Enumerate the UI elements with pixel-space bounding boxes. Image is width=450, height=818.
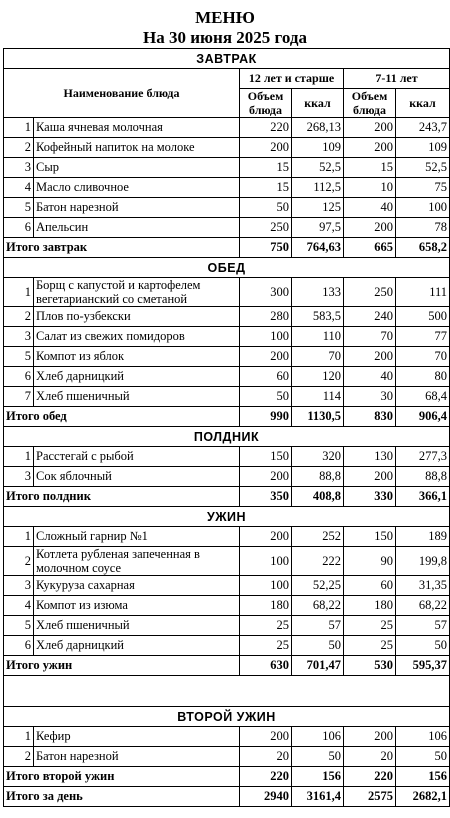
volume-7-11: 200	[344, 467, 396, 487]
total-row	[4, 656, 450, 676]
volume-7-11: 130	[344, 447, 396, 467]
volume-7-11: 90	[344, 547, 396, 576]
kcal-7-11: 111	[396, 278, 450, 307]
volume-7-11: 25	[344, 636, 396, 656]
table-row	[4, 527, 450, 547]
row-number: 6	[4, 218, 34, 238]
volume-12plus: 25	[240, 616, 292, 636]
volume-12plus: 60	[240, 367, 292, 387]
row-number: 2	[4, 547, 34, 576]
dish-name: Салат из свежих помидоров	[34, 327, 240, 347]
kcal-12plus: 222	[292, 547, 344, 576]
row-number: 3	[4, 327, 34, 347]
section-title: ЗАВТРАК	[4, 49, 450, 69]
table-row	[4, 118, 450, 138]
volume-7-11: 200	[344, 118, 396, 138]
row-number: 6	[4, 367, 34, 387]
kcal-12plus: 68,22	[292, 596, 344, 616]
volume-12plus: 100	[240, 547, 292, 576]
table-row	[4, 178, 450, 198]
kcal-7-11: 100	[396, 198, 450, 218]
kcal-7-11: 106	[396, 727, 450, 747]
table-row	[4, 158, 450, 178]
header-row-age	[4, 69, 450, 89]
volume-12plus: 200	[240, 138, 292, 158]
kcal-7-11: 31,35	[396, 576, 450, 596]
row-number: 4	[4, 596, 34, 616]
kcal-7-11: 57	[396, 616, 450, 636]
kcal-12plus: 114	[292, 387, 344, 407]
kcal-7-11: 75	[396, 178, 450, 198]
kcal-7-11: 78	[396, 218, 450, 238]
total-volume-12plus: 990	[240, 407, 292, 427]
dish-name: Компот из изюма	[34, 596, 240, 616]
dish-name: Борщ с капустой и картофелем вегетарианский со сметаной	[34, 278, 240, 307]
table-row	[4, 198, 450, 218]
section-title-row	[4, 258, 450, 278]
dish-name: Хлеб пшеничный	[34, 616, 240, 636]
section-title-row	[4, 427, 450, 447]
total-label: Итого завтрак	[4, 238, 240, 258]
total-kcal-12plus: 408,8	[292, 487, 344, 507]
volume-12plus: 200	[240, 727, 292, 747]
volume-7-11: 20	[344, 747, 396, 767]
dish-name: Сложный гарнир №1	[34, 527, 240, 547]
kcal-12plus: 583,5	[292, 307, 344, 327]
section-title-row	[4, 707, 450, 727]
table-row	[4, 347, 450, 367]
row-number: 3	[4, 467, 34, 487]
total-kcal-7-11: 156	[396, 767, 450, 787]
row-number: 1	[4, 527, 34, 547]
header-dish-name: Наименование блюда	[4, 69, 240, 118]
total-volume-7-11: 830	[344, 407, 396, 427]
dish-name: Плов по-узбекски	[34, 307, 240, 327]
volume-7-11: 60	[344, 576, 396, 596]
row-number: 1	[4, 447, 34, 467]
section-title: ПОЛДНИК	[4, 427, 450, 447]
kcal-12plus: 268,13	[292, 118, 344, 138]
volume-12plus: 200	[240, 467, 292, 487]
kcal-12plus: 110	[292, 327, 344, 347]
dish-name: Батон нарезной	[34, 747, 240, 767]
volume-12plus: 200	[240, 347, 292, 367]
kcal-7-11: 50	[396, 747, 450, 767]
kcal-12plus: 109	[292, 138, 344, 158]
total-label: Итого полдник	[4, 487, 240, 507]
header-age-group-2: 7-11 лет	[344, 69, 450, 89]
total-row	[4, 407, 450, 427]
kcal-7-11: 77	[396, 327, 450, 347]
kcal-7-11: 68,22	[396, 596, 450, 616]
dish-name: Хлеб дарницкий	[34, 636, 240, 656]
volume-12plus: 100	[240, 576, 292, 596]
volume-12plus: 20	[240, 747, 292, 767]
total-volume-7-11: 220	[344, 767, 396, 787]
volume-7-11: 200	[344, 218, 396, 238]
kcal-12plus: 252	[292, 527, 344, 547]
total-kcal-7-11: 595,37	[396, 656, 450, 676]
row-number: 1	[4, 118, 34, 138]
day-total-volume-12plus: 2940	[240, 787, 292, 807]
day-total-volume-7-11: 2575	[344, 787, 396, 807]
volume-12plus: 25	[240, 636, 292, 656]
total-label: Итого обед	[4, 407, 240, 427]
header-kcal-2: ккал	[396, 89, 450, 118]
total-volume-12plus: 220	[240, 767, 292, 787]
dish-name: Сыр	[34, 158, 240, 178]
kcal-7-11: 277,3	[396, 447, 450, 467]
dish-name: Батон нарезной	[34, 198, 240, 218]
kcal-7-11: 52,5	[396, 158, 450, 178]
total-kcal-7-11: 366,1	[396, 487, 450, 507]
volume-12plus: 280	[240, 307, 292, 327]
volume-7-11: 40	[344, 198, 396, 218]
row-number: 1	[4, 727, 34, 747]
row-number: 6	[4, 636, 34, 656]
table-row	[4, 138, 450, 158]
volume-12plus: 300	[240, 278, 292, 307]
total-kcal-12plus: 764,63	[292, 238, 344, 258]
volume-12plus: 200	[240, 527, 292, 547]
kcal-12plus: 52,25	[292, 576, 344, 596]
table-row	[4, 636, 450, 656]
row-number: 5	[4, 347, 34, 367]
table-row	[4, 576, 450, 596]
kcal-12plus: 57	[292, 616, 344, 636]
day-total-label: Итого за день	[4, 787, 240, 807]
volume-12plus: 180	[240, 596, 292, 616]
dish-name: Расстегай с рыбой	[34, 447, 240, 467]
kcal-12plus: 70	[292, 347, 344, 367]
dish-name: Масло сливочное	[34, 178, 240, 198]
kcal-12plus: 133	[292, 278, 344, 307]
row-number: 2	[4, 307, 34, 327]
total-volume-7-11: 530	[344, 656, 396, 676]
table-row	[4, 327, 450, 347]
total-label: Итого второй ужин	[4, 767, 240, 787]
kcal-12plus: 106	[292, 727, 344, 747]
row-number: 4	[4, 178, 34, 198]
kcal-12plus: 320	[292, 447, 344, 467]
volume-12plus: 50	[240, 198, 292, 218]
volume-7-11: 70	[344, 327, 396, 347]
header-age-group-1: 12 лет и старше	[240, 69, 344, 89]
table-row	[4, 616, 450, 636]
volume-7-11: 200	[344, 347, 396, 367]
dish-name: Хлеб дарницкий	[34, 367, 240, 387]
volume-12plus: 100	[240, 327, 292, 347]
menu-table-body	[4, 49, 450, 807]
kcal-7-11: 68,4	[396, 387, 450, 407]
dish-name: Компот из яблок	[34, 347, 240, 367]
total-kcal-12plus: 701,47	[292, 656, 344, 676]
kcal-12plus: 112,5	[292, 178, 344, 198]
section-title-row	[4, 49, 450, 69]
volume-12plus: 15	[240, 158, 292, 178]
volume-12plus: 50	[240, 387, 292, 407]
kcal-12plus: 52,5	[292, 158, 344, 178]
section-title: ОБЕД	[4, 258, 450, 278]
section-title-row	[4, 507, 450, 527]
total-volume-12plus: 750	[240, 238, 292, 258]
volume-12plus: 250	[240, 218, 292, 238]
blank-cell	[4, 676, 450, 707]
row-number: 2	[4, 747, 34, 767]
kcal-7-11: 243,7	[396, 118, 450, 138]
table-row	[4, 727, 450, 747]
day-total-kcal-7-11: 2682,1	[396, 787, 450, 807]
dish-name: Котлета рубленая запеченная в молочном соусе	[34, 547, 240, 576]
kcal-7-11: 189	[396, 527, 450, 547]
dish-name: Сок яблочный	[34, 467, 240, 487]
kcal-7-11: 109	[396, 138, 450, 158]
header-volume-1: Объем блюда	[240, 89, 292, 118]
total-kcal-12plus: 1130,5	[292, 407, 344, 427]
header-kcal-1: ккал	[292, 89, 344, 118]
row-number: 7	[4, 387, 34, 407]
table-row	[4, 447, 450, 467]
row-number: 3	[4, 576, 34, 596]
table-row	[4, 467, 450, 487]
volume-7-11: 200	[344, 727, 396, 747]
table-row	[4, 387, 450, 407]
total-row	[4, 767, 450, 787]
volume-7-11: 25	[344, 616, 396, 636]
kcal-12plus: 88,8	[292, 467, 344, 487]
table-row	[4, 307, 450, 327]
kcal-12plus: 120	[292, 367, 344, 387]
volume-12plus: 150	[240, 447, 292, 467]
row-number: 5	[4, 198, 34, 218]
kcal-12plus: 50	[292, 636, 344, 656]
kcal-7-11: 50	[396, 636, 450, 656]
row-number: 5	[4, 616, 34, 636]
volume-7-11: 240	[344, 307, 396, 327]
table-row	[4, 547, 450, 576]
volume-7-11: 200	[344, 138, 396, 158]
kcal-12plus: 50	[292, 747, 344, 767]
volume-7-11: 180	[344, 596, 396, 616]
blank-row	[4, 676, 450, 707]
table-row	[4, 367, 450, 387]
dish-name: Апельсин	[34, 218, 240, 238]
volume-7-11: 30	[344, 387, 396, 407]
volume-7-11: 40	[344, 367, 396, 387]
total-label: Итого ужин	[4, 656, 240, 676]
dish-name: Хлеб пшеничный	[34, 387, 240, 407]
volume-7-11: 10	[344, 178, 396, 198]
section-title: ВТОРОЙ УЖИН	[4, 707, 450, 727]
total-row	[4, 238, 450, 258]
kcal-7-11: 88,8	[396, 467, 450, 487]
header-volume-2: Объем блюда	[344, 89, 396, 118]
dish-name: Кофейный напиток на молоке	[34, 138, 240, 158]
kcal-7-11: 70	[396, 347, 450, 367]
total-volume-7-11: 665	[344, 238, 396, 258]
section-title: УЖИН	[4, 507, 450, 527]
day-total-kcal-12plus: 3161,4	[292, 787, 344, 807]
total-kcal-12plus: 156	[292, 767, 344, 787]
table-row	[4, 278, 450, 307]
total-kcal-7-11: 658,2	[396, 238, 450, 258]
total-volume-7-11: 330	[344, 487, 396, 507]
kcal-7-11: 199,8	[396, 547, 450, 576]
total-volume-12plus: 630	[240, 656, 292, 676]
kcal-7-11: 80	[396, 367, 450, 387]
volume-7-11: 250	[344, 278, 396, 307]
table-row	[4, 218, 450, 238]
row-number: 2	[4, 138, 34, 158]
volume-12plus: 220	[240, 118, 292, 138]
kcal-12plus: 97,5	[292, 218, 344, 238]
volume-12plus: 15	[240, 178, 292, 198]
volume-7-11: 150	[344, 527, 396, 547]
row-number: 1	[4, 278, 34, 307]
row-number: 3	[4, 158, 34, 178]
dish-name: Кефир	[34, 727, 240, 747]
volume-7-11: 15	[344, 158, 396, 178]
menu-title: МЕНЮ	[195, 8, 255, 27]
total-row	[4, 487, 450, 507]
total-volume-12plus: 350	[240, 487, 292, 507]
day-total-row	[4, 787, 450, 807]
menu-date: На 30 июня 2025 года	[143, 28, 307, 47]
menu-table	[3, 48, 450, 807]
table-row	[4, 747, 450, 767]
kcal-7-11: 500	[396, 307, 450, 327]
total-kcal-7-11: 906,4	[396, 407, 450, 427]
table-row	[4, 596, 450, 616]
dish-name: Каша ячневая молочная	[34, 118, 240, 138]
dish-name: Кукуруза сахарная	[34, 576, 240, 596]
kcal-12plus: 125	[292, 198, 344, 218]
